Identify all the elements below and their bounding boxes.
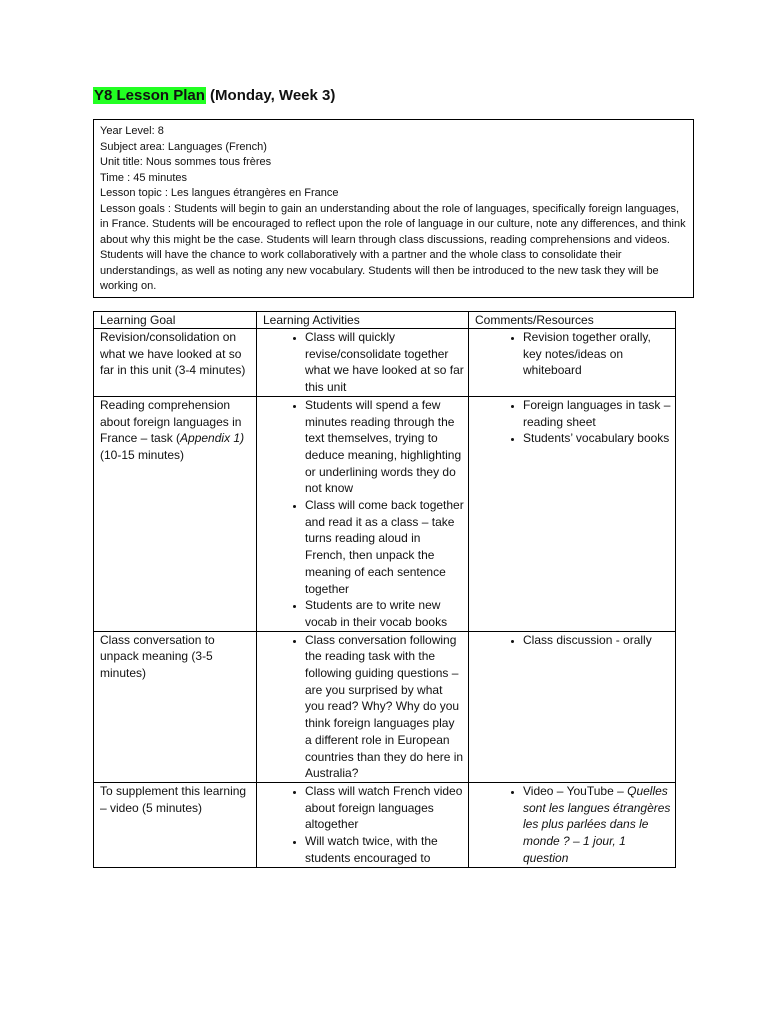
page-title — [93, 86, 335, 106]
resource-item: • Revision together orally, key notes/ideas on whiteboard — [523, 329, 671, 379]
activities-cell — [257, 782, 469, 867]
activities-cell — [257, 329, 469, 397]
appendix-reference: Appendix 1) — [180, 431, 245, 446]
table-row — [94, 782, 676, 867]
resource-item: • Students’ vocabulary books — [523, 430, 671, 447]
header-learning-goal: Learning Goal — [94, 312, 257, 329]
table-row — [94, 329, 676, 397]
title-date: (Monday, Week 3) — [205, 87, 336, 104]
resources-cell — [469, 329, 676, 397]
lesson-time: Time : 45 minutes — [100, 171, 188, 184]
activity-item: • Class will watch French video about foreign languages altogether — [305, 783, 464, 833]
resource-item: • Foreign languages in task – reading sheet — [523, 397, 671, 430]
lesson-info-box — [93, 119, 694, 298]
year-level: Year Level: 8 — [100, 125, 164, 137]
activities-cell — [257, 396, 469, 631]
lesson-topic: Lesson topic : Les langues étrangères en France — [100, 187, 339, 199]
goal-duration: (10-15 minutes) — [100, 431, 248, 462]
goal-cell: Class conversation to unpack meaning (3-5 minutes) — [94, 631, 257, 782]
activity-item: • Will watch twice, with the students encouraged to — [305, 833, 464, 866]
resources-cell — [469, 782, 676, 867]
resource-item — [523, 783, 671, 867]
activities-cell — [257, 631, 469, 782]
goal-text: Reading comprehension about foreign languages in France – task ( — [100, 397, 242, 446]
resource-item: • Class discussion - orally — [523, 632, 671, 649]
activity-item: • Students are to write new vocab in their vocab books — [305, 597, 464, 630]
lesson-goals: Lesson goals : Students will begin to gain an understanding about the role of languages, specifically foreign languages, in France. Students will be encouraged to reflect upon the role of language in our culture, note any differences, and think about why this might be the case. Students will learn through class discussions, reading comprehensions and videos. Students will have the chance to work collaboratively with a partner and the whole class to consolidate their understandings, as well as noting any new vocabulary. Students will then be introduced to the new task they will be working on. — [100, 202, 686, 292]
goal-cell — [94, 396, 257, 631]
activity-item: • Class conversation following the reading task with the following guiding questions – are you surprised by what you read? Why? Why do you think foreign languages play a different role in European countries than they do here in Australia? — [305, 632, 464, 782]
subject-area: Subject area: Languages (French) — [100, 140, 267, 153]
activity-item: • Class will quickly revise/consolidate together what we have looked at so far this unit — [305, 329, 464, 396]
table-row — [94, 631, 676, 782]
resources-cell — [469, 631, 676, 782]
title-highlight: Y8 Lesson Plan — [94, 87, 205, 104]
video-source: Video – YouTube – — [523, 783, 628, 798]
header-comments-resources: Comments/Resources — [469, 312, 676, 329]
goal-cell: Revision/consolidation on what we have looked at so far in this unit (3-4 minutes) — [94, 329, 257, 397]
table-header-row — [94, 312, 676, 329]
activity-item: • Students will spend a few minutes reading through the text themselves, trying to deduce meaning, highlighting or underlining words they do not know — [305, 397, 464, 497]
goal-cell: To supplement this learning – video (5 minutes) — [94, 782, 257, 867]
resources-cell — [469, 396, 676, 631]
unit-title: Unit title: Nous sommes tous frères — [100, 156, 272, 168]
lesson-plan-table — [93, 311, 676, 868]
activity-item: • Class will come back together and read it as a class – take turns reading aloud in French, then unpack the meaning of each sentence together — [305, 497, 464, 597]
header-learning-activities: Learning Activities — [257, 312, 469, 329]
table-row — [94, 396, 676, 631]
video-title: Quelles sont les langues étrangères les plus parlées dans le monde ? – 1 jour, 1 question — [523, 783, 671, 865]
